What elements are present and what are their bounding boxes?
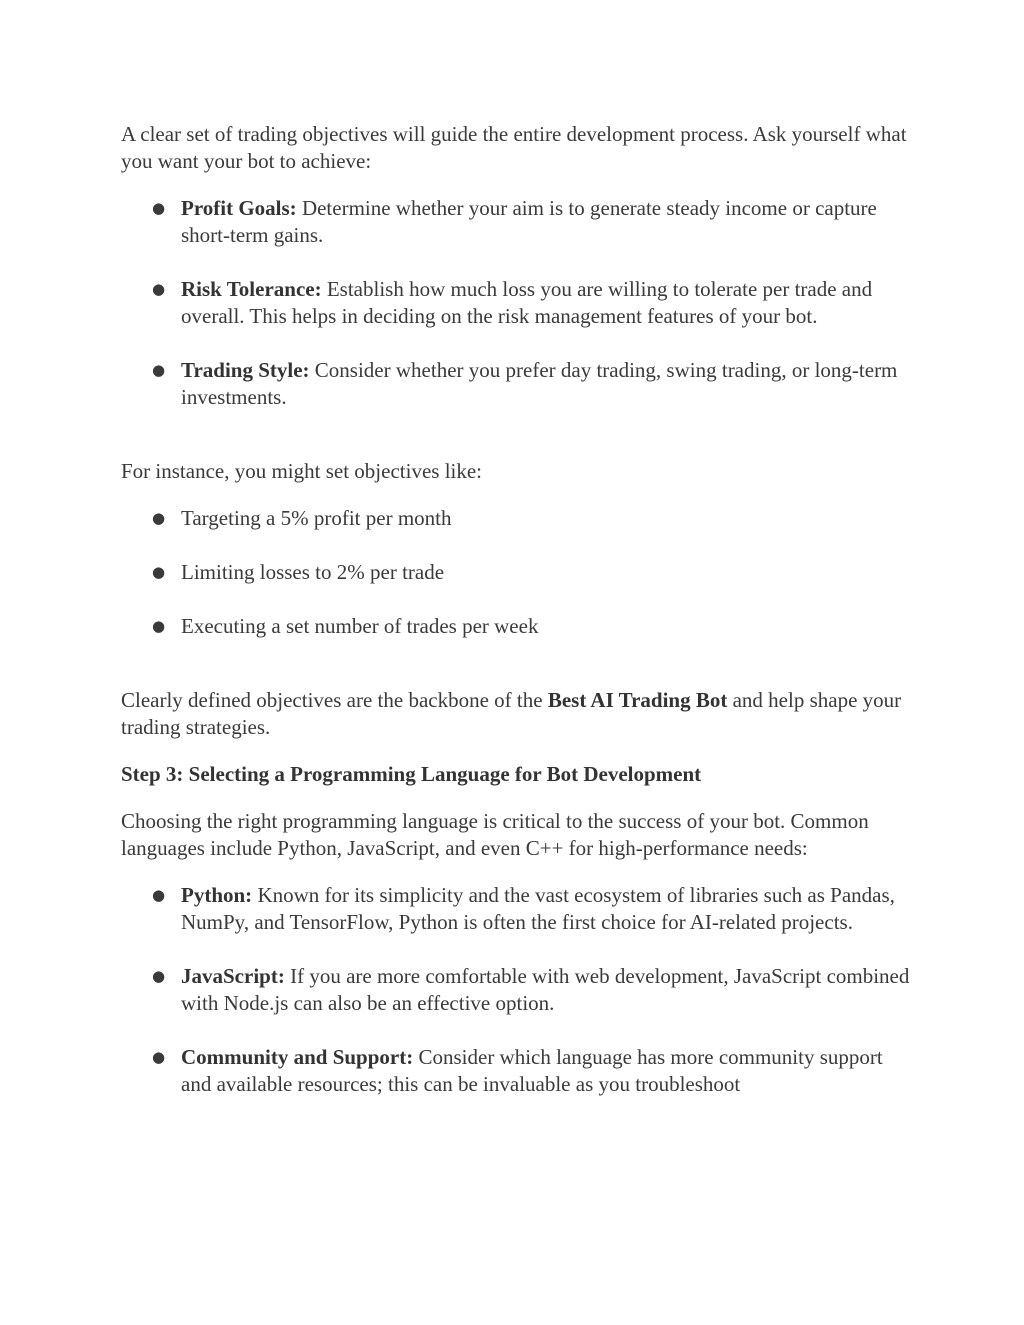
item-label: JavaScript: xyxy=(181,964,285,988)
bullet-icon: ● xyxy=(152,509,166,527)
step3-heading: Step 3: Selecting a Programming Language for Bot Development xyxy=(121,762,702,786)
bullet-icon: ● xyxy=(152,886,166,904)
item-text: Targeting a 5% profit per month xyxy=(181,506,452,530)
document-page xyxy=(121,121,911,1125)
item-text: Limiting losses to 2% per trade xyxy=(181,560,445,584)
summary-text-end: and help shape your trading strategies. xyxy=(121,688,902,739)
item-text: Consider whether you prefer day trading, swing trading, or long-term investments. xyxy=(181,358,898,409)
bullet-icon: ● xyxy=(152,199,166,217)
intro-paragraph: A clear set of trading objectives will guide the entire development process. Ask yourself what you want your bot to achieve: xyxy=(121,122,907,173)
list-item xyxy=(121,505,911,532)
summary-paragraph xyxy=(121,687,911,741)
item-label: Risk Tolerance: xyxy=(181,277,322,301)
bullet-icon: ● xyxy=(152,1048,166,1066)
list-item xyxy=(121,195,911,249)
summary-bold-phrase: Best AI Trading Bot xyxy=(547,688,728,712)
bullet-icon: ● xyxy=(152,361,166,379)
list-item xyxy=(121,963,911,1017)
item-text: If you are more comfortable with web development, JavaScript combined with Node.js can also be an effective option. xyxy=(181,964,910,1015)
list-item xyxy=(121,1044,911,1098)
list-item xyxy=(121,882,911,936)
list-item xyxy=(121,559,911,586)
bullet-icon: ● xyxy=(152,280,166,298)
list-item xyxy=(121,613,911,640)
item-label: Python: xyxy=(181,883,253,907)
item-label: Community and Support: xyxy=(181,1045,414,1069)
instance-intro: For instance, you might set objectives like: xyxy=(121,459,483,483)
item-label: Profit Goals: xyxy=(181,196,297,220)
item-text: Determine whether your aim is to generate steady income or capture short-term gains. xyxy=(181,196,877,247)
item-label: Trading Style: xyxy=(181,358,310,382)
list-item xyxy=(121,357,911,411)
list-item xyxy=(121,276,911,330)
summary-text: Clearly defined objectives are the backbone of the xyxy=(121,688,548,712)
objectives-list xyxy=(121,195,911,411)
examples-list xyxy=(121,505,911,640)
step3-intro: Choosing the right programming language is critical to the success of your bot. Common languages include Python, JavaScript, and even C++ for high-performance needs: xyxy=(121,809,869,860)
bullet-icon: ● xyxy=(152,563,166,581)
item-text: Establish how much loss you are willing to tolerate per trade and overall. This helps in deciding on the risk management features of your bot. xyxy=(181,277,873,328)
bullet-icon: ● xyxy=(152,617,166,635)
item-text: Executing a set number of trades per week xyxy=(181,614,539,638)
languages-list xyxy=(121,882,911,1098)
item-text: Consider which language has more community support and available resources; this can be invaluable as you troubleshoot xyxy=(181,1045,883,1096)
bullet-icon: ● xyxy=(152,967,166,985)
item-text: Known for its simplicity and the vast ecosystem of libraries such as Pandas, NumPy, and TensorFlow, Python is often the first choice for AI-related projects. xyxy=(181,883,895,934)
